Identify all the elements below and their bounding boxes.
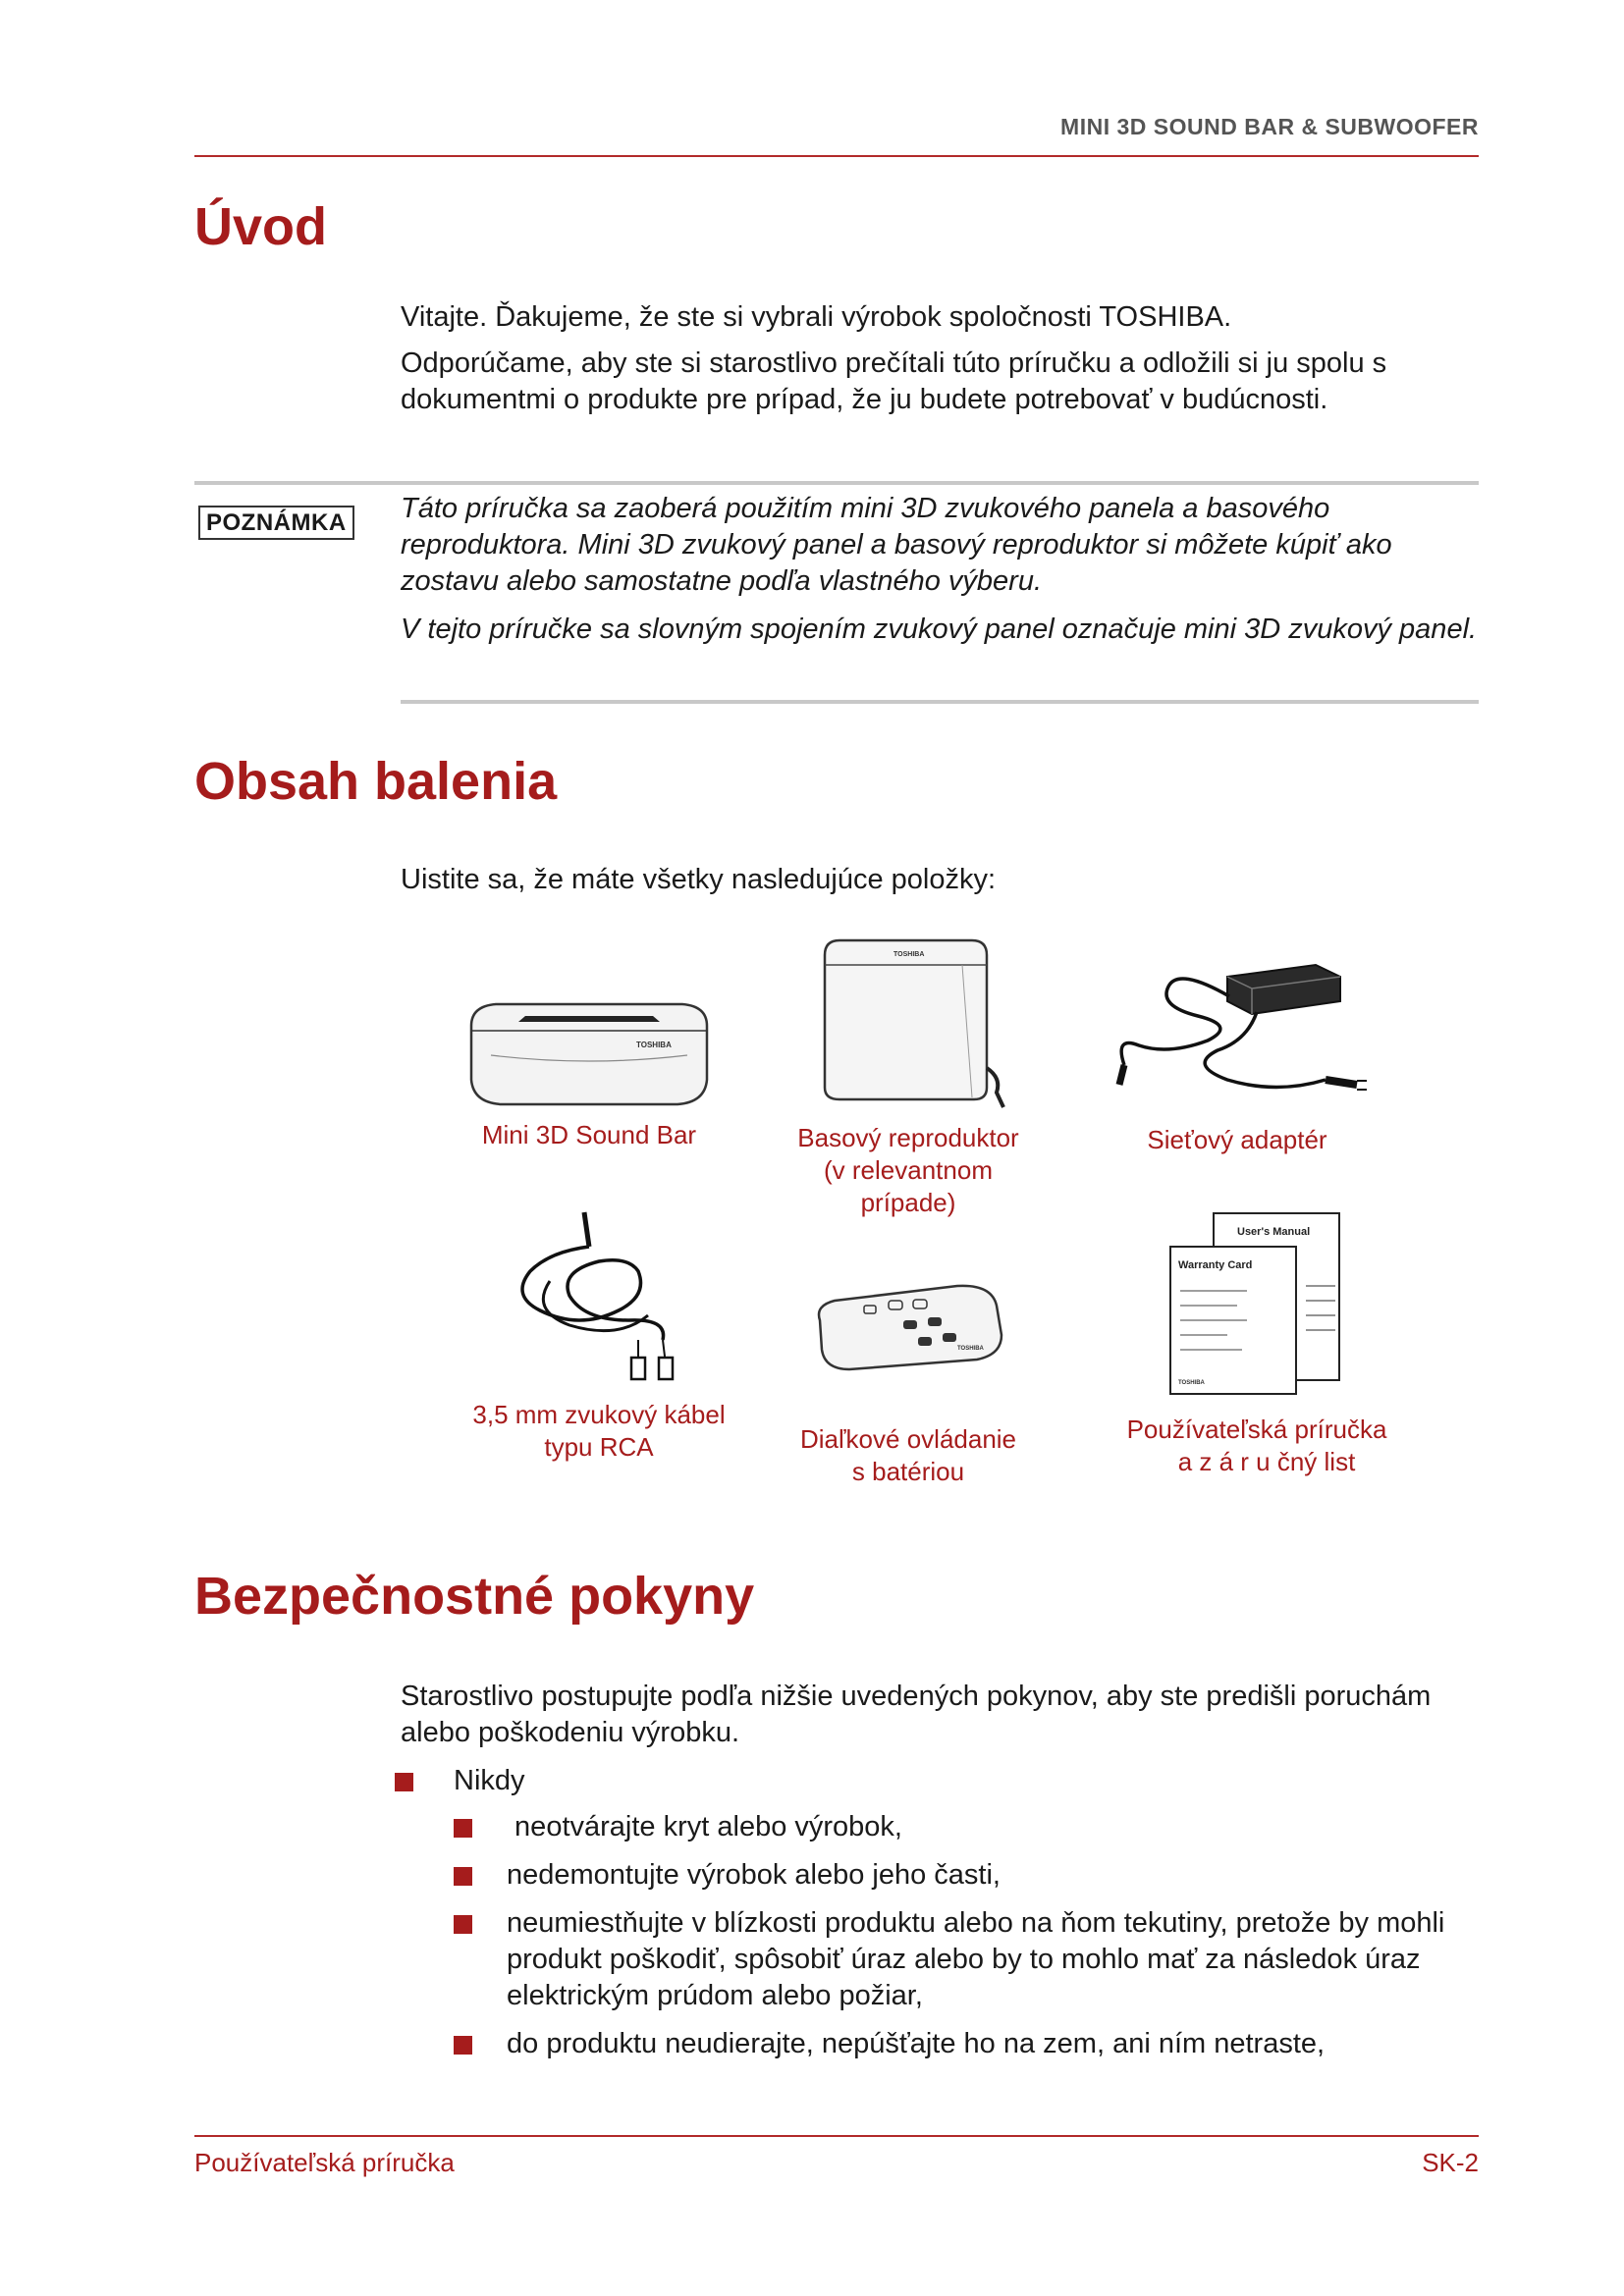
item-remote — [756, 1276, 1060, 1488]
heading-contents: Obsah balenia — [194, 752, 558, 811]
item-documents — [1095, 1207, 1419, 1478]
sound-bar-brand: TOSHIBA — [636, 1041, 672, 1049]
intro-paragraph-1: Vitajte. Ďakujeme, že ste si vybrali výrobok spoločnosti TOSHIBA. — [401, 301, 1232, 333]
bullet-square-icon — [454, 2036, 472, 2055]
caption-line: s batériou — [851, 1457, 965, 1486]
subwoofer-brand: TOSHIBA — [893, 951, 925, 958]
remote-brand: TOSHIBA — [957, 1346, 984, 1352]
subitem-text: do produktu neudierajte, nepúšťajte ho na zem, ani ním netraste, — [507, 2028, 1326, 2059]
note-paragraph-1: Táto príručka sa zaoberá použitím mini 3D zvukového panela a basového reproduktora. Mini 3D zvukový panel a basový reproduktor si môžete kúpiť ako zostavu alebo samostatne podľa vlastného výberu. — [401, 493, 1392, 597]
subitem-text: nedemontujte výrobok alebo jeho časti, — [507, 1859, 1001, 1891]
caption-line: typu RCA — [544, 1432, 654, 1462]
intro-paragraph-2: Odporúčame, aby ste si starostlivo prečítali túto príručku a odložili si ju spolu s dokumentmi o produkte pre prípad, že ju budete potrebovať v budúcnosti. — [401, 347, 1387, 415]
caption-line: Mini 3D Sound Bar — [481, 1120, 697, 1149]
bullet-square-icon — [395, 1773, 413, 1791]
caption-adapter — [1095, 1124, 1380, 1156]
header-rule — [194, 155, 1479, 157]
bullet-square-icon — [454, 1819, 472, 1838]
heading-intro: Úvod — [194, 197, 327, 256]
caption-line: Používateľská príručka — [1126, 1415, 1387, 1444]
item-sound-bar — [432, 987, 746, 1151]
safety-intro: Starostlivo postupujte podľa nižšie uvedených pokynov, aby ste predišli poruchám alebo poškodeniu výrobku. — [401, 1681, 1432, 1748]
caption-line: (v relevantnom — [824, 1155, 993, 1185]
subitem-text: neotvárajte kryt alebo výrobok, — [507, 1811, 902, 1842]
warranty-title: Warranty Card — [1178, 1259, 1253, 1271]
list-item — [395, 1763, 1479, 1799]
caption-line: prípade) — [860, 1188, 956, 1217]
bullet-square-icon — [454, 1867, 472, 1886]
footer-title: Používateľská príručka — [194, 2148, 455, 2177]
subitem-text: neumiestňujte v blízkosti produktu alebo na ňom tekutiny, pretože by mohli produkt poškodiť, spôsobiť úraz alebo by to mohlo mať za následok úraz elektrickým prúdom alebo požiar, — [507, 1907, 1445, 2011]
documents-image — [1159, 1207, 1355, 1404]
safety-body — [401, 1679, 1479, 2074]
item-adapter — [1095, 947, 1380, 1156]
caption-line: Diaľkové ovládanie — [799, 1424, 1017, 1454]
note-body — [401, 491, 1479, 660]
item-rca-cable — [442, 1202, 756, 1464]
contents-intro: Uistite sa, že máte všetky nasledujúce položky: — [401, 864, 997, 895]
note-top-rule — [194, 481, 1479, 485]
list-item — [454, 1809, 1479, 1845]
caption-subwoofer — [756, 1122, 1060, 1219]
remote-image — [810, 1276, 1006, 1384]
note-paragraph-2: V tejto príručke sa slovným spojením zvukový panel označuje mini 3D zvukový panel. — [401, 614, 1478, 645]
caption-sound-bar — [432, 1119, 746, 1151]
footer-rule — [194, 2135, 1479, 2137]
running-header: MINI 3D SOUND BAR & SUBWOOFER — [1060, 114, 1479, 139]
bullet-text: Nikdy — [454, 1765, 525, 1796]
item-subwoofer — [756, 931, 1060, 1219]
caption-line: a z á r u čný list — [1177, 1447, 1356, 1476]
rca-cable-image — [491, 1202, 707, 1389]
subwoofer-image — [795, 931, 1021, 1112]
list-item — [454, 1905, 1479, 2014]
list-item — [454, 1857, 1479, 1894]
caption-line: Sieťový adaptér — [1147, 1125, 1327, 1154]
safety-sublist — [454, 1809, 1479, 2062]
intro-body — [401, 299, 1479, 428]
sound-bar-image — [452, 987, 727, 1109]
manual-title: User's Manual — [1237, 1226, 1311, 1238]
caption-rca-cable — [442, 1399, 756, 1464]
documents-brand: TOSHIBA — [1178, 1380, 1205, 1386]
caption-line: 3,5 mm zvukový kábel — [472, 1400, 726, 1429]
adapter-image — [1100, 947, 1375, 1114]
caption-remote — [756, 1423, 1060, 1488]
safety-list — [401, 1763, 1479, 1799]
list-item — [454, 2026, 1479, 2062]
note-badge: POZNÁMKA — [198, 506, 354, 540]
page-number: SK-2 — [1422, 2148, 1479, 2177]
note-bottom-rule — [401, 700, 1479, 704]
caption-documents — [1095, 1414, 1419, 1478]
caption-line: Basový reproduktor — [797, 1123, 1019, 1152]
heading-safety: Bezpečnostné pokyny — [194, 1567, 755, 1626]
bullet-square-icon — [454, 1915, 472, 1934]
